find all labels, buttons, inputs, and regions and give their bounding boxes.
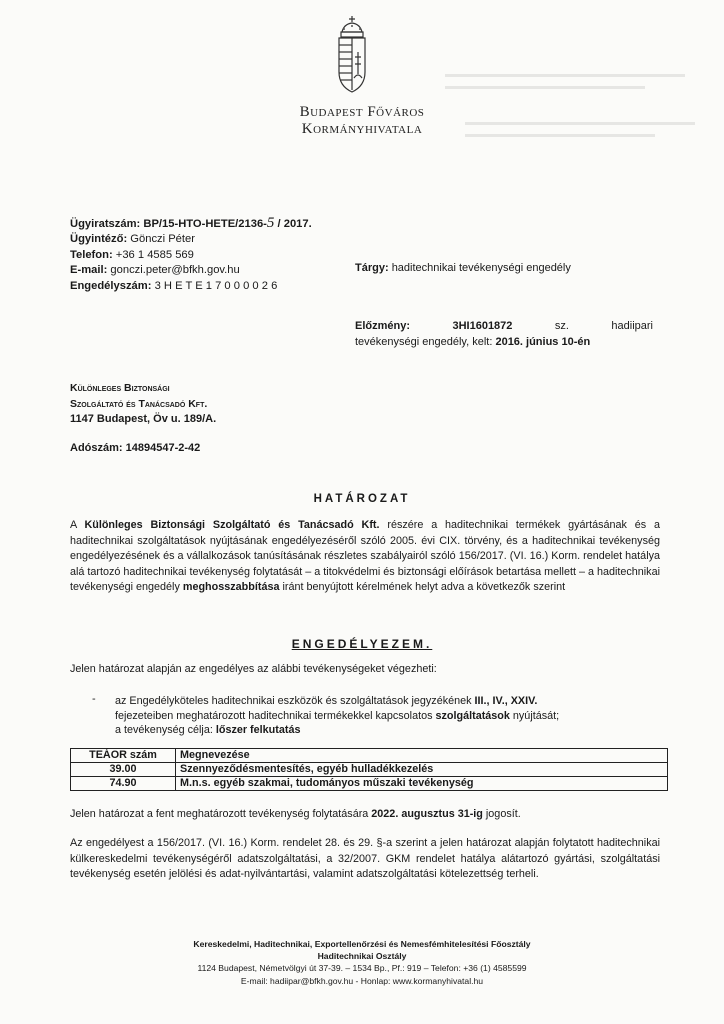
bullet-dash: - (92, 693, 96, 705)
validity-paragraph: Jelen határozat a fent meghatározott tevékenység folytatására 2022. augusztus 31-ig jogosít. (70, 808, 521, 820)
case-number-label: Ügyiratszám: (70, 218, 141, 230)
email-label: E-mail: (70, 264, 108, 277)
hungarian-coat-of-arms-icon (330, 14, 374, 98)
permit-number-label: Engedélyszám: (70, 279, 152, 292)
company-name: Különleges Biztonsági Szolgáltató és Tanácsadó Kft. (84, 519, 380, 531)
previous-number: 3HI1601872 (452, 320, 513, 332)
case-number-suffix: / 2017. (277, 218, 312, 230)
phone-label: Telefon: (70, 248, 113, 261)
addressee-line3: 1147 Budapest, Öv u. 189/A. (70, 413, 217, 425)
previous-reference (355, 318, 653, 350)
addressee-line1: Különleges Biztonsági (70, 382, 170, 394)
extension-word: meghosszabbítása (182, 581, 280, 594)
administrator-label: Ügyintéző: (70, 233, 128, 246)
permit-number-row (70, 279, 312, 294)
services-word: szolgáltatások (435, 709, 510, 722)
case-meta (70, 216, 312, 294)
subject-label: Tárgy: (355, 262, 389, 274)
decision-title: HATÁROZAT (313, 493, 411, 505)
case-number-prefix: BP/15-HTO-HETE/2136- (143, 218, 267, 230)
subject-value: haditechnikai tevékenységi engedély (391, 262, 571, 274)
table-header-name: Megnevezése (176, 749, 668, 763)
footer-division: Haditechnikai Osztály (317, 951, 407, 962)
email-value: gonczi.peter@bfkh.gov.hu (110, 264, 240, 277)
table-row: 39.00 Szennyeződésmentesítés, egyéb hulladékkezelés (71, 763, 668, 777)
table-header-code: TEÁOR szám (71, 749, 176, 763)
previous-line2: tevékenységi engedély, kelt: (355, 336, 493, 348)
obligations-paragraph: Az engedélyest a 156/2017. (VI. 16.) Korm. rendelet 28. és 29. §-a szerint a jelen határozat alapján folytatott haditechnikai külkereskedelmi tevékenységéről adatszolgáltatási, a 32/2007. GKM rendelet hatálya alátartozó gyártási, szolgáltatási tevékenység esetén jelölési és adat-nyilvántartási, valamint adatszolgáltatási kötelezettség terheli. (70, 837, 660, 881)
decision-paragraph: A Különleges Biztonsági Szolgáltató és Tanácsadó Kft. részére a haditechnikai termékek gyártásának és a haditechnikai szolgáltatások nyújtásának engedélyezéséről szóló 2005. évi CIX. törvény, és a haditechnikai tevékenység engedélyezésének és a vállalkozások tanúsításának részletes szabályairól szóló 156/2017. (VI. 16.) Korm. rendelet hatálya alá tartozó haditechnikai tevékenység folytatását – a titokvédelmi és biztonsági előírások betartása mellett – a haditechnikai tevékenységi engedély meghosszabbítása iránt benyújtott kérelmének helyt adva a következők szerint (70, 519, 660, 594)
case-number-row (70, 216, 312, 232)
previous-sz: sz. (554, 320, 569, 332)
administrator-value: Gönczi Péter (130, 233, 195, 246)
addressee-line2: Szolgáltató és Tanácsadó Kft. (70, 397, 208, 410)
activity-bullet: az Engedélyköteles haditechnikai eszközök és szolgáltatások jegyzékének III., IV., XXIV. fejezeteiben meghatározott haditechnikai termékekkel kapcsolatos szolgáltatások nyújtását; a tevékenység célja: lőszer felkutatás (115, 695, 560, 737)
footer-address: 1124 Budapest, Németvölgyi út 37-39. – 1534 Bp., Pf.: 919 – Telefon: +36 (1) 4585599 (197, 963, 527, 974)
previous-date: 2016. június 10-én (495, 336, 591, 348)
case-number-handwritten: 5 (266, 215, 275, 231)
tax-value: 14894547-2-42 (125, 442, 201, 454)
tax-label: Adószám: (70, 442, 123, 454)
permit-title: ENGEDÉLYEZEM. (291, 637, 433, 651)
activities-intro: Jelen határozat alapján az engedélyes az alábbi tevékenységeket végezheti: (70, 663, 437, 675)
footer-department: Kereskedelmi, Haditechnikai, Exportellenőrzési és Nemesfémhitelesítési Főosztály (193, 939, 531, 949)
phone-row (70, 248, 312, 263)
permit-number-value: 3 H E T E 1 7 0 0 0 0 2 6 (154, 279, 278, 292)
footer-contact: E-mail: hadiipar@bfkh.gov.hu - Honlap: www.kormanyhivatal.hu (240, 975, 484, 986)
previous-hadiipari: hadiipari (611, 320, 653, 332)
chapters: III., IV., XXIV. (474, 695, 538, 707)
table-header-row (71, 749, 668, 763)
administrator-row (70, 232, 312, 247)
teaor-table (70, 748, 668, 791)
tax-number (70, 442, 200, 454)
footer (0, 938, 724, 987)
phone-value: +36 1 4585 569 (115, 248, 194, 261)
table-row: 74.90 M.n.s. egyéb szakmai, tudományos műszaki tevékenység (71, 777, 668, 791)
office-name-line1: Budapest Főváros (299, 104, 425, 120)
validity-date: 2022. augusztus 31-ig (371, 808, 483, 820)
subject (355, 262, 571, 274)
activity-purpose: lőszer felkutatás (215, 724, 301, 737)
office-name-line2: Kormányhivatala (301, 121, 423, 137)
addressee (70, 381, 216, 428)
email-row (70, 263, 312, 278)
previous-label: Előzmény: (355, 320, 411, 332)
